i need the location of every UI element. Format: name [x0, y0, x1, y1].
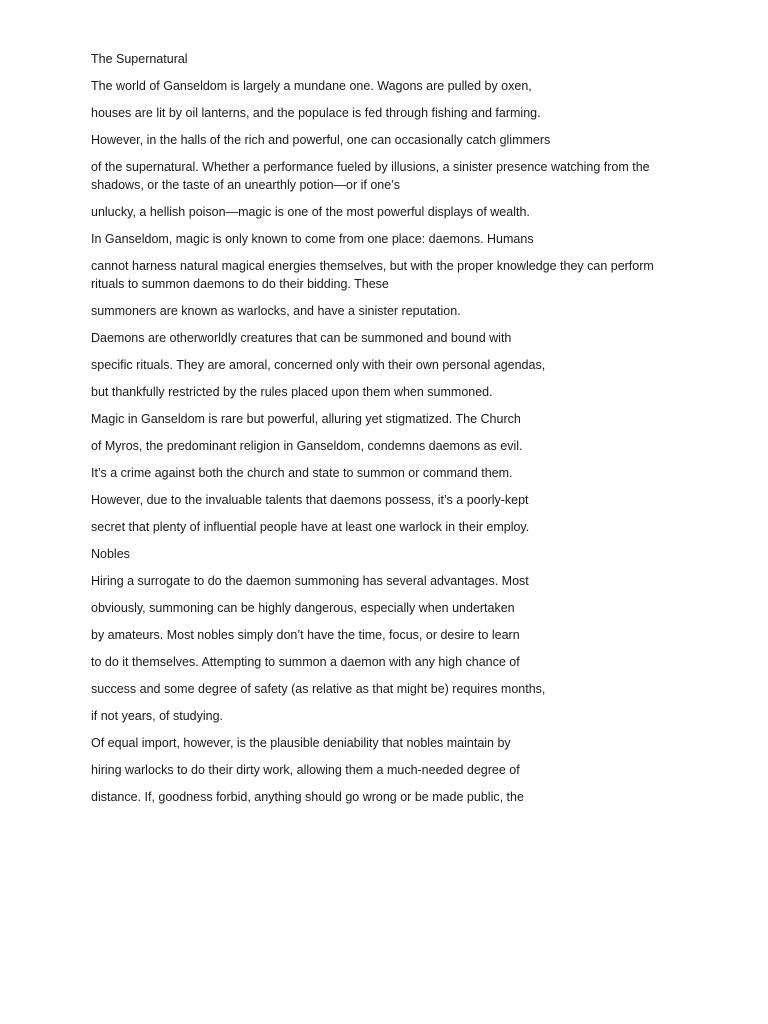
paragraph-line: obviously, summoning can be highly dangerous, especially when undertaken	[91, 601, 515, 615]
paragraph-line: Daemons are otherworldly creatures that can be summoned and bound with	[91, 331, 512, 345]
paragraph-line: hiring warlocks to do their dirty work, allowing them a much-needed degree of	[91, 763, 520, 777]
paragraph-line: Magic in Ganseldom is rare but powerful, alluring yet stigmatized. The Church	[91, 412, 521, 426]
paragraph-line: secret that plenty of influential people have at least one warlock in their employ.	[91, 520, 530, 534]
paragraph-line: but thankfully restricted by the rules placed upon them when summoned.	[91, 385, 493, 399]
paragraph-line: of Myros, the predominant religion in Ganseldom, condemns daemons as evil.	[91, 439, 523, 453]
section-heading-supernatural: The Supernatural	[91, 52, 188, 66]
paragraph-line: The world of Ganseldom is largely a mundane one. Wagons are pulled by oxen,	[91, 79, 532, 93]
paragraph-line: specific rituals. They are amoral, concerned only with their own personal agendas,	[91, 358, 546, 372]
paragraph-line: by amateurs. Most nobles simply don’t have the time, focus, or desire to learn	[91, 628, 520, 642]
paragraph-line: summoners are known as warlocks, and have a sinister reputation.	[91, 304, 461, 318]
paragraph-line: It’s a crime against both the church and state to summon or command them.	[91, 466, 513, 480]
paragraph-line: However, due to the invaluable talents that daemons possess, it’s a poorly-kept	[91, 493, 529, 507]
paragraph-line: However, in the halls of the rich and powerful, one can occasionally catch glimmers	[91, 133, 551, 147]
paragraph-line: if not years, of studying.	[91, 709, 224, 723]
section-heading-nobles: Nobles	[91, 547, 130, 561]
paragraph-line: cannot harness natural magical energies themselves, but with the proper knowledge they can perform rituals to summon daemons to do their bidding. These	[91, 259, 654, 291]
paragraph-line: unlucky, a hellish poison—magic is one of the most powerful displays of wealth.	[91, 205, 530, 219]
paragraph-line: of the supernatural. Whether a performance fueled by illusions, a sinister presence watching from the shadows, or the taste of an unearthly potion—or if one’s	[91, 160, 650, 192]
paragraph-line: Of equal import, however, is the plausible deniability that nobles maintain by	[91, 736, 511, 750]
paragraph-line: houses are lit by oil lanterns, and the populace is fed through fishing and farming.	[91, 106, 541, 120]
paragraph-line: distance. If, goodness forbid, anything should go wrong or be made public, the	[91, 790, 524, 804]
paragraph-line: success and some degree of safety (as relative as that might be) requires months,	[91, 682, 546, 696]
paragraph-line: In Ganseldom, magic is only known to come from one place: daemons. Humans	[91, 232, 534, 246]
paragraph-line: to do it themselves. Attempting to summon a daemon with any high chance of	[91, 655, 520, 669]
paragraph-line: Hiring a surrogate to do the daemon summoning has several advantages. Most	[91, 574, 529, 588]
